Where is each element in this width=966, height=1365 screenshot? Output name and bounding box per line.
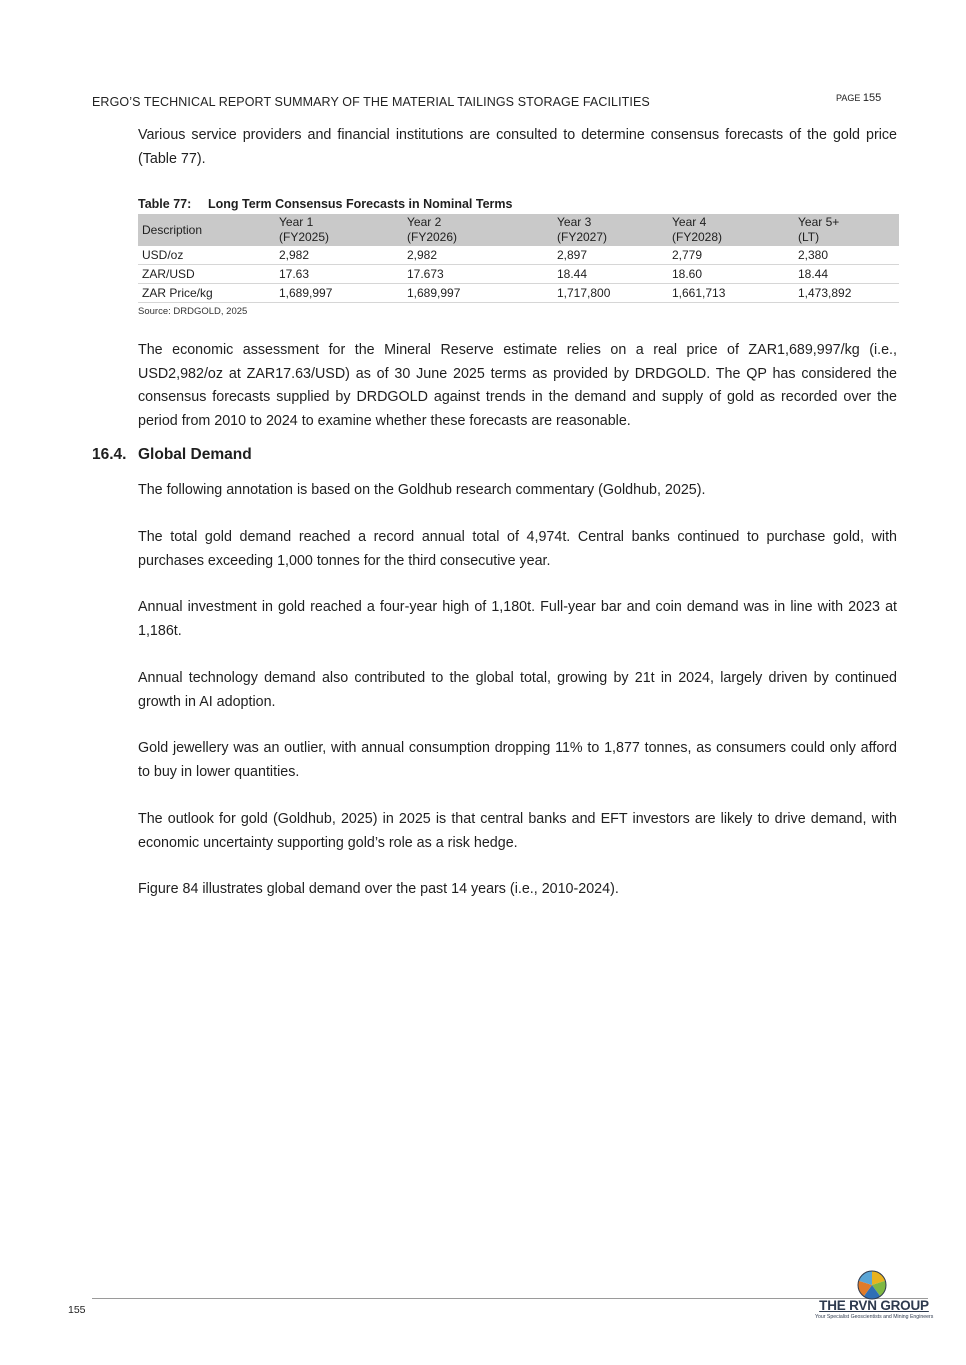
table-cell: ZAR Price/kg bbox=[138, 284, 275, 303]
intro-paragraph: Various service providers and financial institutions are consulted to determine consensus forecasts of the gold price (Table 77). bbox=[138, 127, 897, 167]
table-cell: 1,689,997 bbox=[275, 284, 403, 303]
table-cell: USD/oz bbox=[138, 246, 275, 265]
economic-paragraph-wrap bbox=[138, 339, 897, 433]
section-paragraph-wrap bbox=[138, 808, 897, 855]
intro-paragraph-wrap bbox=[138, 124, 897, 171]
forecast-table bbox=[138, 214, 899, 303]
header-year-5: Year 5+ (LT) bbox=[794, 214, 899, 246]
section-paragraph-wrap bbox=[138, 667, 897, 714]
section-paragraph: Annual technology demand also contributed to the global total, growing by 21t in 2024, largely driven by continued growth in AI adoption. bbox=[138, 670, 897, 710]
table-cell: 2,897 bbox=[553, 246, 668, 265]
table-cell: 17.673 bbox=[403, 265, 553, 284]
section-paragraph-wrap bbox=[138, 479, 897, 503]
section-title: Global Demand bbox=[138, 446, 252, 463]
page-label bbox=[836, 92, 881, 104]
section-paragraph: Figure 84 illustrates global demand over the past 14 years (i.e., 2010-2024). bbox=[138, 881, 619, 897]
section-heading bbox=[92, 446, 252, 464]
section-number: 16.4. bbox=[92, 446, 127, 463]
table-caption-title: Long Term Consensus Forecasts in Nominal Terms bbox=[208, 197, 513, 211]
footer-divider bbox=[92, 1298, 928, 1299]
footer-page-number: 155 bbox=[68, 1304, 86, 1316]
table-cell: 1,473,892 bbox=[794, 284, 899, 303]
report-title: ERGO’S TECHNICAL REPORT SUMMARY OF THE MATERIAL TAILINGS STORAGE FACILITIES bbox=[92, 95, 650, 109]
header-year-3: Year 3 (FY2027) bbox=[553, 214, 668, 246]
page-number: 155 bbox=[862, 92, 882, 104]
section-paragraph-wrap bbox=[138, 878, 897, 902]
table-row bbox=[138, 246, 899, 265]
logo-pie-icon bbox=[857, 1270, 887, 1300]
table-cell: 2,380 bbox=[794, 246, 899, 265]
table-cell: 1,661,713 bbox=[668, 284, 794, 303]
table-cell: 18.44 bbox=[553, 265, 668, 284]
rvn-group-logo bbox=[815, 1270, 933, 1325]
table-cell: 2,779 bbox=[668, 246, 794, 265]
table-cell: 2,982 bbox=[275, 246, 403, 265]
table-row bbox=[138, 284, 899, 303]
table-cell: 2,982 bbox=[403, 246, 553, 265]
section-paragraph: The total gold demand reached a record annual total of 4,974t. Central banks continued to purchase gold, with purchases exceeding 1,000 tonnes for the third consecutive year. bbox=[138, 529, 897, 569]
page-prefix: PAGE bbox=[836, 93, 861, 103]
table-cell: ZAR/USD bbox=[138, 265, 275, 284]
header-year-4: Year 4 (FY2028) bbox=[668, 214, 794, 246]
section-paragraph-wrap bbox=[138, 737, 897, 784]
table-source: Source: DRDGOLD, 2025 bbox=[138, 306, 248, 317]
table-cell: 17.63 bbox=[275, 265, 403, 284]
economic-paragraph: The economic assessment for the Mineral Reserve estimate relies on a real price of ZAR1,689,997/kg (i.e., USD2,982/oz at ZAR17.63/USD) as of 30 June 2025 terms as provided by DRDGOLD. The QP has considered the consensus forecasts supplied by DRDGOLD against trends in the demand and supply of gold as recorded over the period from 2010 to 2024 to examine whether these forecasts are reasonable. bbox=[138, 342, 897, 429]
table-row bbox=[138, 265, 899, 284]
table-cell: 18.60 bbox=[668, 265, 794, 284]
header-year-2: Year 2 (FY2026) bbox=[403, 214, 553, 246]
header-year-1: Year 1 (FY2025) bbox=[275, 214, 403, 246]
section-paragraph-wrap bbox=[138, 596, 897, 643]
table-cell: 1,717,800 bbox=[553, 284, 668, 303]
table-cell: 18.44 bbox=[794, 265, 899, 284]
section-paragraph: Annual investment in gold reached a four-year high of 1,180t. Full-year bar and coin demand was in line with 2023 at 1,186t. bbox=[138, 599, 897, 639]
section-paragraph: Gold jewellery was an outlier, with annual consumption dropping 11% to 1,877 tonnes, as consumers could only afford to buy in lower quantities. bbox=[138, 740, 897, 780]
section-paragraph: The outlook for gold (Goldhub, 2025) in 2025 is that central banks and EFT investors are likely to drive demand, with economic uncertainty supporting gold’s role as a risk hedge. bbox=[138, 811, 897, 851]
logo-tagline: Your Specialist Geoscientists and Mining Engineers bbox=[815, 1314, 934, 1320]
table-caption bbox=[138, 197, 512, 211]
logo-name: THE RVN GROUP bbox=[819, 1298, 929, 1313]
table-cell: 1,689,997 bbox=[403, 284, 553, 303]
table-caption-number: Table 77: bbox=[138, 197, 192, 211]
header-description: Description bbox=[138, 214, 275, 246]
table-header-row bbox=[138, 214, 899, 246]
section-paragraph-wrap bbox=[138, 526, 897, 573]
section-paragraph: The following annotation is based on the Goldhub research commentary (Goldhub, 2025). bbox=[138, 482, 706, 498]
